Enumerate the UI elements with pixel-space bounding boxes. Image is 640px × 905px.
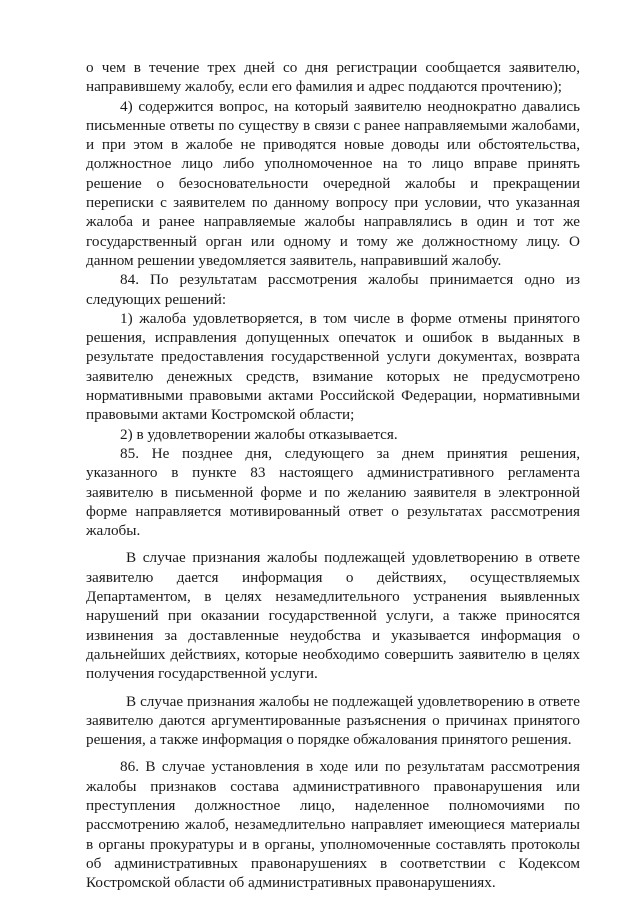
paragraph-decision-2: 2) в удовлетворении жалобы отказывается. (120, 425, 398, 443)
paragraph-clause-85: 85. Не позднее дня, следующего за днем принятия решения, указанного в пункте 83 настоящего административного регламента заявителю в письменной форме и по желанию заявителя в электронной форме направляется мотивированный ответ о результатах рассмотрения жалобы. (86, 444, 580, 540)
paragraph-satisfied-case: В случае признания жалобы подлежащей удовлетворению в ответе заявителю дается информация о действиях, осуществляемых Департаментом, в целях незамедлительного устранения выявленных нарушений при оказании государственной услуги, а также приносятся извинения за доставленные неудобства и указывается информация о дальнейших действиях, которые необходимо совершить заявителю в целях получения государственной услуги. (86, 549, 580, 683)
paragraph-item-4: 4) содержится вопрос, на который заявителю неоднократно давались письменные ответы по существу в связи с ранее направляемыми жалобами, и при этом в жалобе не приводятся новые доводы или обстоятельства, должностное лицо либо уполномоченное на то лицо вправе принять решение о безосновательности очередной жалобы и прекращении переписки с заявителем по данному вопросу при условии, что указанная жалоба и ранее направляемые жалобы направлялись в один и тот же государственный орган или одному и тому же должностному лицу. О данном решении уведомляется заявитель, направивший жалобу. (86, 97, 580, 269)
paragraph-continuation: о чем в течение трех дней со дня регистрации сообщается заявителю, направившему жалобу, если его фамилия и адрес поддаются прочтению); (86, 59, 580, 96)
paragraph-clause-84: 84. По результатам рассмотрения жалобы принимается одно из следующих решений: (86, 271, 580, 308)
paragraph-decision-1: 1) жалоба удовлетворяется, в том числе в форме отмены принятого решения, исправления допущенных опечаток и ошибок в выданных в результате предоставления государственной услуги документах, возврата заявителю денежных средств, взимание которых не предусмотрено нормативными правовыми актами Российской Федерации, нормативными правовыми актами Костромской области; (86, 309, 580, 424)
paragraph-rejected-case: В случае признания жалобы не подлежащей удовлетворению в ответе заявителю даются аргументированные разъяснения о причинах принятого решения, а также информация о порядке обжалования принятого решения. (86, 692, 580, 749)
paragraph-clause-86: 86. В случае установления в ходе или по результатам рассмотрения жалобы признаков состава административного правонарушения или преступления должностное лицо, наделенное полномочиями по рассмотрению жалоб, незамедлительно направляет имеющиеся материалы в органы прокуратуры и в органы, уполномоченные составлять протоколы об административных правонарушениях в соответствии с Кодексом Костромской области об административных правонарушениях. (86, 758, 580, 892)
